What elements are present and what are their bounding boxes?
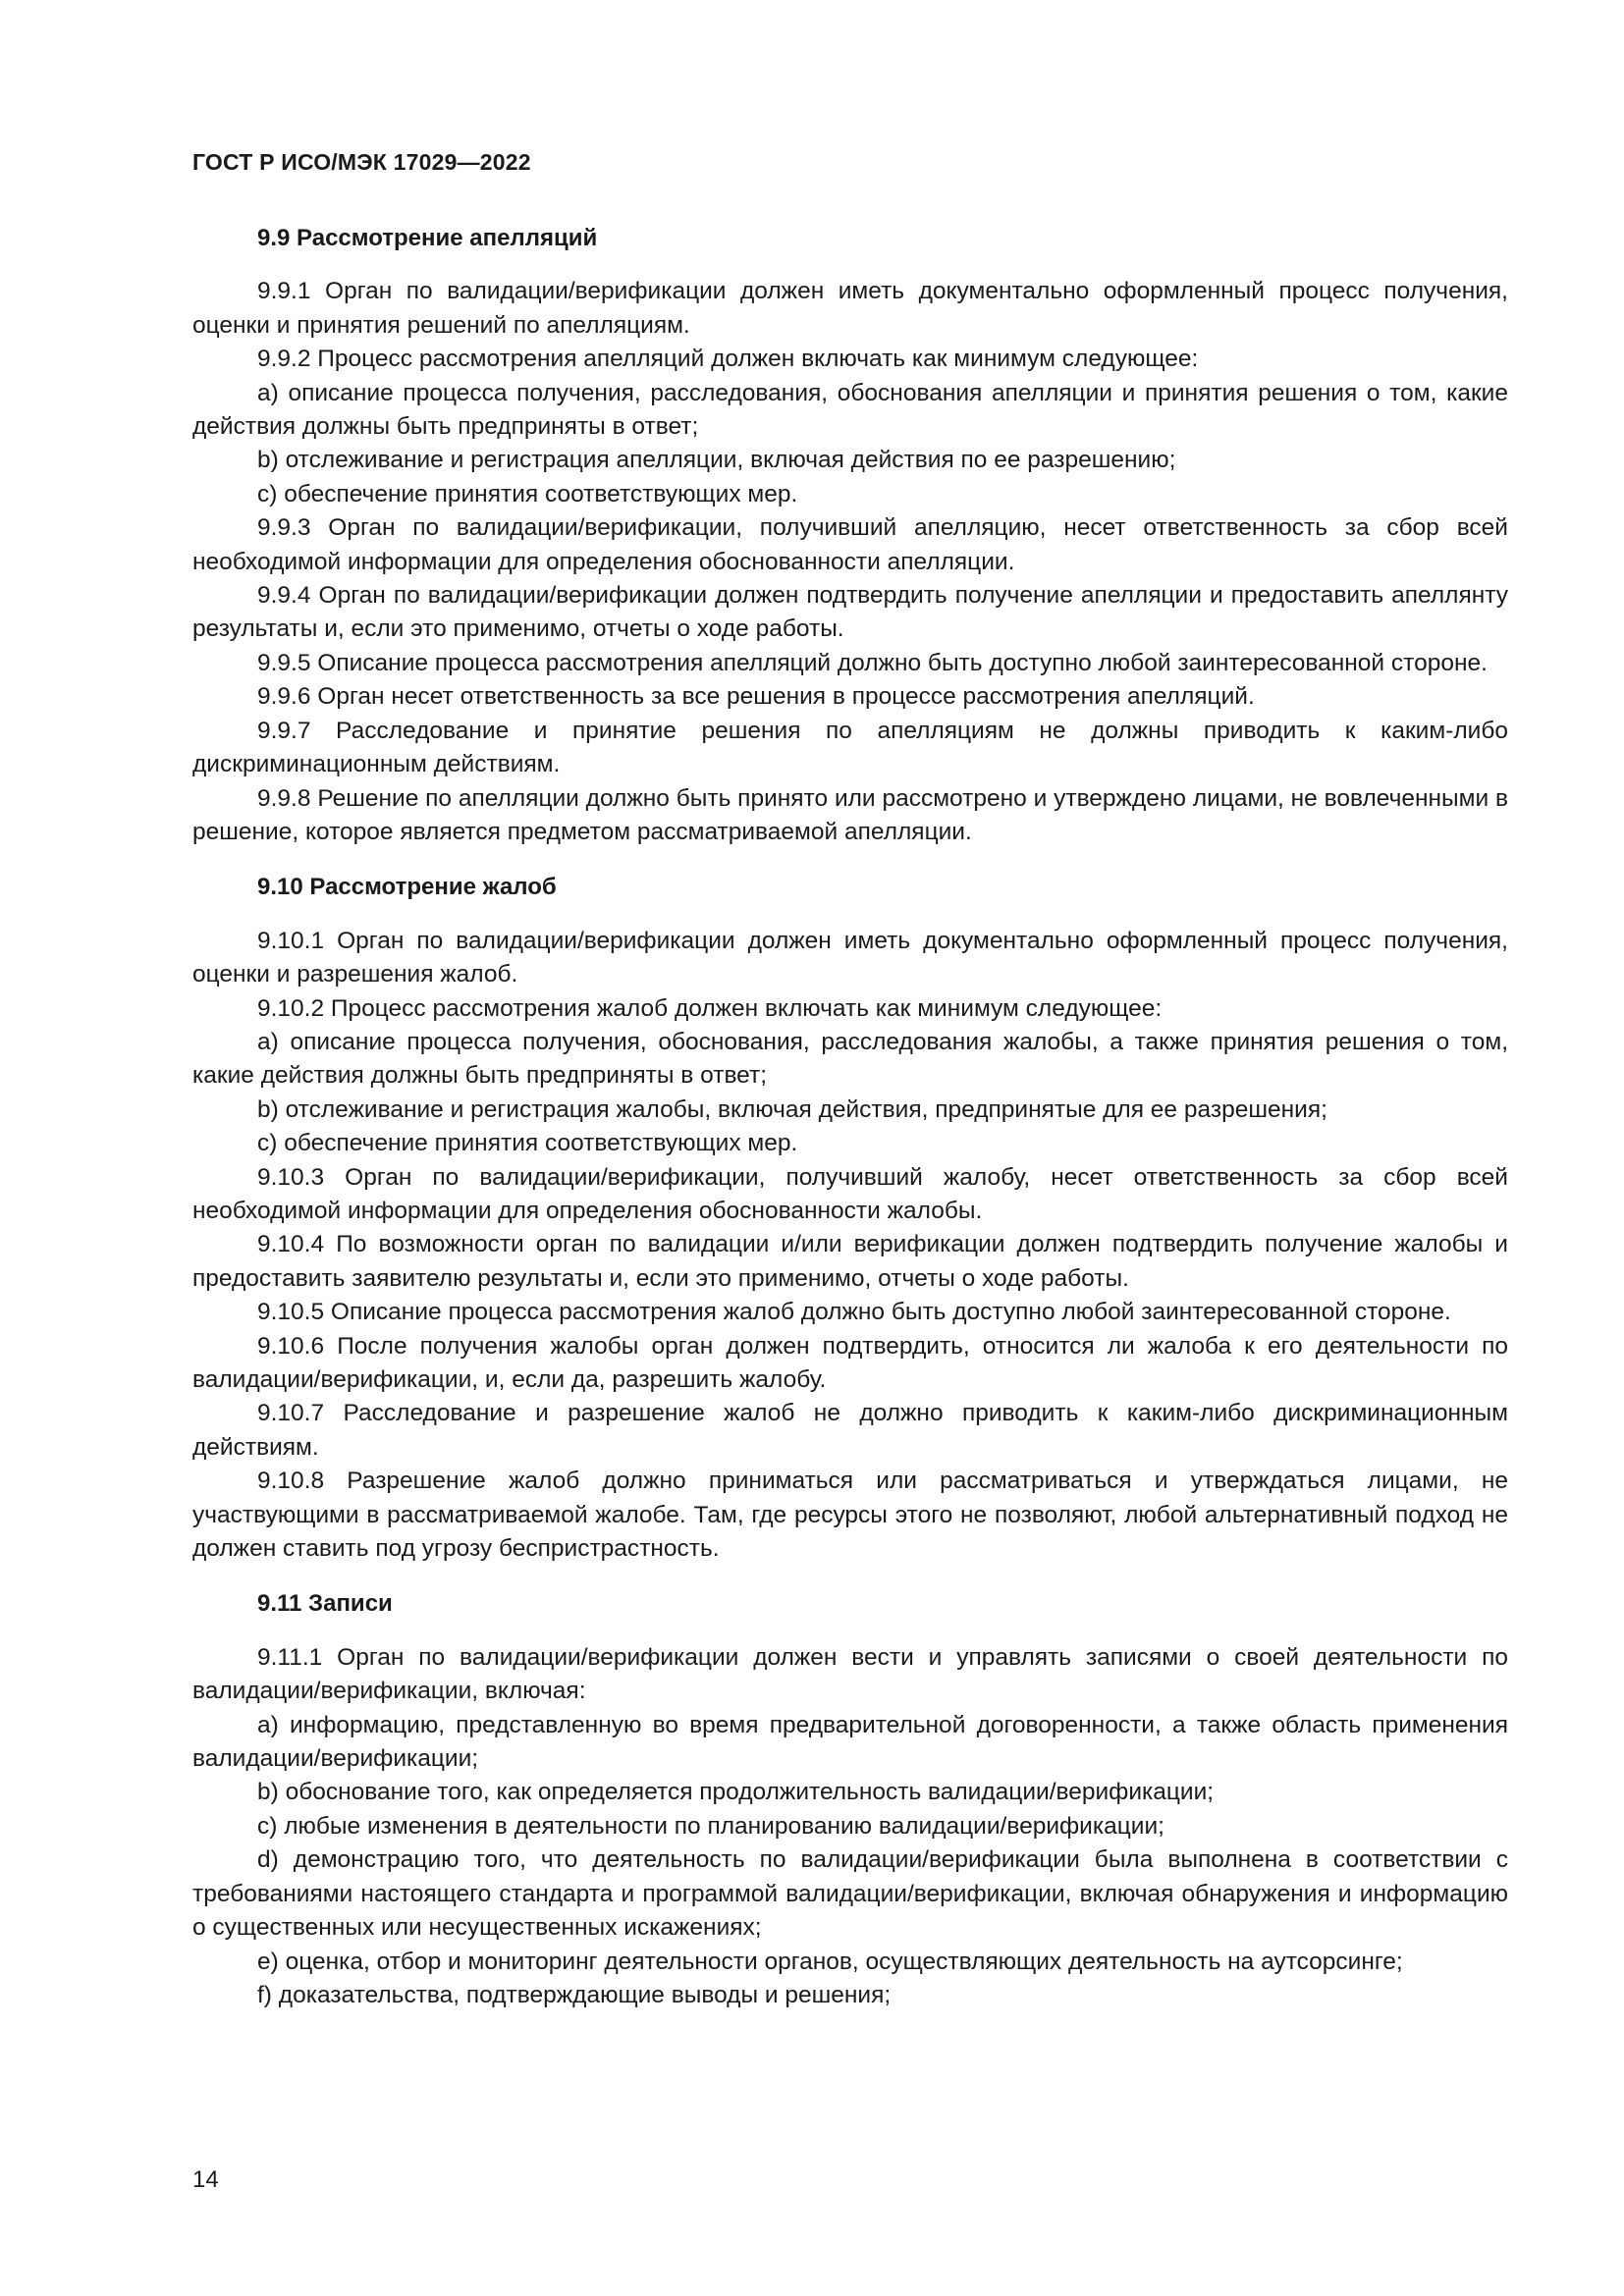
section-heading: 9.10 Рассмотрение жалоб bbox=[257, 874, 557, 901]
document-body bbox=[192, 222, 1508, 2012]
paragraph: 9.10.1 Орган по валидации/верификации должен иметь документально оформленный процесс получения, оценки и разрешения жалоб. bbox=[192, 927, 1508, 988]
paragraph: 9.10.8 Разрешение жалоб должно приниматься или рассматриваться и утверждаться лицами, не участвующими в рассматриваемой жалобе. Там, где ресурсы этого не позволяют, любой альтернативный подход не должен ставить под угрозу беспристрастность. bbox=[192, 1468, 1508, 1563]
paragraph: 9.9.7 Расследование и принятие решения по апелляциям не должны приводить к каким-либо дискриминационным действиям. bbox=[192, 717, 1508, 778]
paragraph: 9.9.3 Орган по валидации/верификации, получивший апелляцию, несет ответственность за сбор всей необходимой информации для определения обоснованности апелляции. bbox=[192, 514, 1508, 575]
paragraph: b) отслеживание и регистрация апелляции, включая действия по ее разрешению; bbox=[257, 447, 1176, 474]
document-header: ГОСТ Р ИСО/МЭК 17029—2022 bbox=[192, 149, 531, 175]
paragraph: 9.10.5 Описание процесса рассмотрения жалоб должно быть доступно любой заинтересованной стороне. bbox=[257, 1299, 1451, 1326]
section bbox=[192, 871, 1508, 1566]
paragraph: d) демонстрацию того, что деятельность по валидации/верификации была выполнена в соответствии с требованиями настоящего стандарта и программой валидации/верификации, включая обнаружения и информацию о существенных или несущественных искажениях; bbox=[192, 1846, 1508, 1942]
paragraph: 9.10.3 Орган по валидации/верификации, получивший жалобу, несет ответственность за сбор всей необходимой информации для определения обоснованности жалобы. bbox=[192, 1163, 1508, 1224]
paragraph: a) описание процесса получения, расследования, обоснования апелляции и принятия решения о том, какие действия должны быть предприняты в ответ; bbox=[192, 379, 1508, 441]
paragraph: e) оценка, отбор и мониторинг деятельности органов, осуществляющих деятельность на аутсорсинге; bbox=[257, 1948, 1403, 1975]
paragraph: f) доказательства, подтверждающие выводы и решения; bbox=[257, 1981, 892, 2008]
paragraph: 9.9.2 Процесс рассмотрения апелляций должен включать как минимум следующее: bbox=[257, 346, 1199, 373]
paragraph: 9.9.8 Решение по апелляции должно быть принято или рассмотрено и утверждено лицами, не вовлеченными в решение, которое является предметом рассматриваемой апелляции. bbox=[192, 784, 1508, 845]
section-heading: 9.11 Записи bbox=[257, 1590, 393, 1618]
paragraph: 9.10.6 После получения жалобы орган должен подтвердить, относится ли жалоба к его деятельности по валидации/верификации, и, если да, разрешить жалобу. bbox=[192, 1332, 1508, 1393]
paragraph: 9.10.7 Расследование и разрешение жалоб не должно приводить к каким-либо дискриминационным действиям. bbox=[192, 1400, 1508, 1461]
section bbox=[192, 1587, 1508, 2012]
paragraph: b) отслеживание и регистрация жалобы, включая действия, предпринятые для ее разрешения; bbox=[257, 1095, 1327, 1123]
paragraph: c) обеспечение принятия соответствующих мер. bbox=[257, 480, 798, 507]
paragraph: 9.10.4 По возможности орган по валидации и/или верификации должен подтвердить получение жалобы и предоставить заявителю результаты и, если это применимо, отчеты о ходе работы. bbox=[192, 1231, 1508, 1292]
paragraph: c) обеспечение принятия соответствующих мер. bbox=[257, 1130, 798, 1157]
section-heading: 9.9 Рассмотрение апелляций bbox=[257, 225, 598, 251]
paragraph: c) любые изменения в деятельности по планированию валидации/верификации; bbox=[257, 1812, 1164, 1840]
paragraph: b) обоснование того, как определяется продолжительность валидации/верификации; bbox=[257, 1779, 1215, 1806]
paragraph: 9.9.4 Орган по валидации/верификации должен подтвердить получение апелляции и предоставить апеллянту результаты и, если это применимо, отчеты о ходе работы. bbox=[192, 582, 1508, 643]
page-number: 14 bbox=[192, 2166, 219, 2193]
paragraph: 9.11.1 Орган по валидации/верификации должен вести и управлять записями о своей деятельности по валидации/верификации, включая: bbox=[192, 1643, 1508, 1705]
paragraph: a) информацию, представленную во время предварительной договоренности, а также область применения валидации/верификации; bbox=[192, 1711, 1508, 1773]
paragraph: 9.9.6 Орган несет ответственность за все решения в процессе рассмотрения апелляций. bbox=[257, 683, 1255, 711]
paragraph: a) описание процесса получения, обоснования, расследования жалобы, а также принятия решения о том, какие действия должны быть предприняты в ответ; bbox=[192, 1028, 1508, 1090]
paragraph: 9.10.2 Процесс рассмотрения жалоб должен включать как минимум следующее: bbox=[257, 994, 1163, 1022]
paragraph: 9.9.5 Описание процесса рассмотрения апелляций должно быть доступно любой заинтересованной стороне. bbox=[257, 649, 1488, 676]
paragraph: 9.9.1 Орган по валидации/верификации должен иметь документально оформленный процесс получения, оценки и принятия решений по апелляциям. bbox=[192, 278, 1508, 339]
section bbox=[192, 222, 1508, 849]
